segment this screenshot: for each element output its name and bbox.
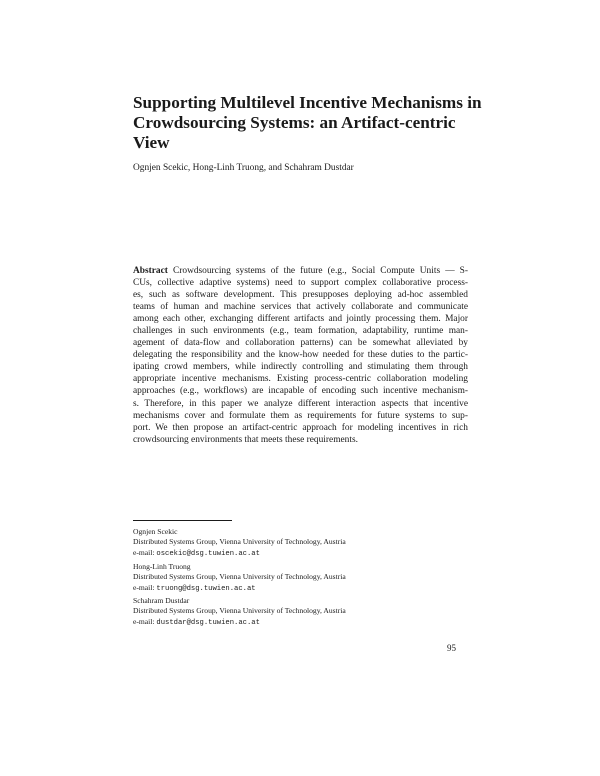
abstract-line: crowdsourcing environments that meets these requirements. <box>133 434 358 445</box>
affiliation-email-line: e-mail: dustdar@dsg.tuwien.ac.at <box>133 616 260 627</box>
abstract-line: teams of human and machine services that actively collaborate and communicate <box>133 302 468 313</box>
email-link[interactable]: oscekic@dsg.tuwien.ac.at <box>156 549 260 558</box>
abstract-line: ipating crowd members, while indirectly controlling and stimulating them through <box>133 362 468 373</box>
affiliation-name: Ognjen Scekic <box>133 527 178 536</box>
abstract-line: mechanisms cover and formulate them as requirements for future systems to sup- <box>133 410 468 421</box>
title-line: Supporting Multilevel Incentive Mechanisms in <box>133 93 482 112</box>
abstract-line: delegating the responsibility and the know-how needed for these duties to the partic- <box>133 350 468 361</box>
abstract-line: Abstract Crowdsourcing systems of the future (e.g., Social Compute Units — S- <box>133 266 469 276</box>
affiliation-email-line: e-mail: truong@dsg.tuwien.ac.at <box>133 582 256 593</box>
abstract <box>133 265 468 446</box>
title-line: Crowdsourcing Systems: an Artifact-centric <box>133 113 456 132</box>
abstract-line: agement of data-flow and collaboration patterns) can be somewhat alleviated by <box>133 338 468 349</box>
affiliation-name: Hong-Linh Truong <box>133 562 191 571</box>
abstract-label: Abstract <box>133 266 168 276</box>
abstract-line: CUs, collective adaptive systems) need to support complex collaborative process- <box>133 278 468 289</box>
abstract-line: challenges in such environments (e.g., team formation, adaptability, runtime man- <box>133 326 468 337</box>
affiliation-group: Distributed Systems Group, Vienna University of Technology, Austria <box>133 606 346 616</box>
footnote-rule <box>133 520 232 521</box>
page-number: 95 <box>447 643 456 653</box>
abstract-line: appropriate incentive mechanisms. Existing process-centric collaboration modeling <box>133 374 468 385</box>
abstract-line: port. We then propose an artifact-centric approach for modeling incentives in rich <box>133 422 468 433</box>
abstract-line: among each other, exchanging different artifacts and jointly processing them. Major <box>133 314 468 325</box>
title-line: View <box>133 133 170 152</box>
abstract-line: approaches (e.g., workflows) are incapable of encoding such incentive mechanism- <box>133 386 468 397</box>
affiliation-name: Schahram Dustdar <box>133 596 190 605</box>
email-link[interactable]: truong@dsg.tuwien.ac.at <box>156 584 256 593</box>
affiliation-email-line: e-mail: oscekic@dsg.tuwien.ac.at <box>133 547 260 558</box>
paper-title <box>133 93 493 153</box>
affiliation-block <box>133 562 463 594</box>
abstract-line: s. Therefore, in this paper we analyze different interaction aspects that incentive <box>133 398 468 409</box>
author-list: Ognjen Scekic, Hong-Linh Truong, and Schahram Dustdar <box>133 163 354 173</box>
abstract-line: es, such as software development. This presupposes deploying ad-hoc assembled <box>133 290 468 301</box>
affiliation-block <box>133 527 463 559</box>
affiliation-block <box>133 596 463 628</box>
affiliation-group: Distributed Systems Group, Vienna University of Technology, Austria <box>133 537 346 547</box>
email-link[interactable]: dustdar@dsg.tuwien.ac.at <box>156 618 260 627</box>
affiliation-group: Distributed Systems Group, Vienna University of Technology, Austria <box>133 572 346 582</box>
